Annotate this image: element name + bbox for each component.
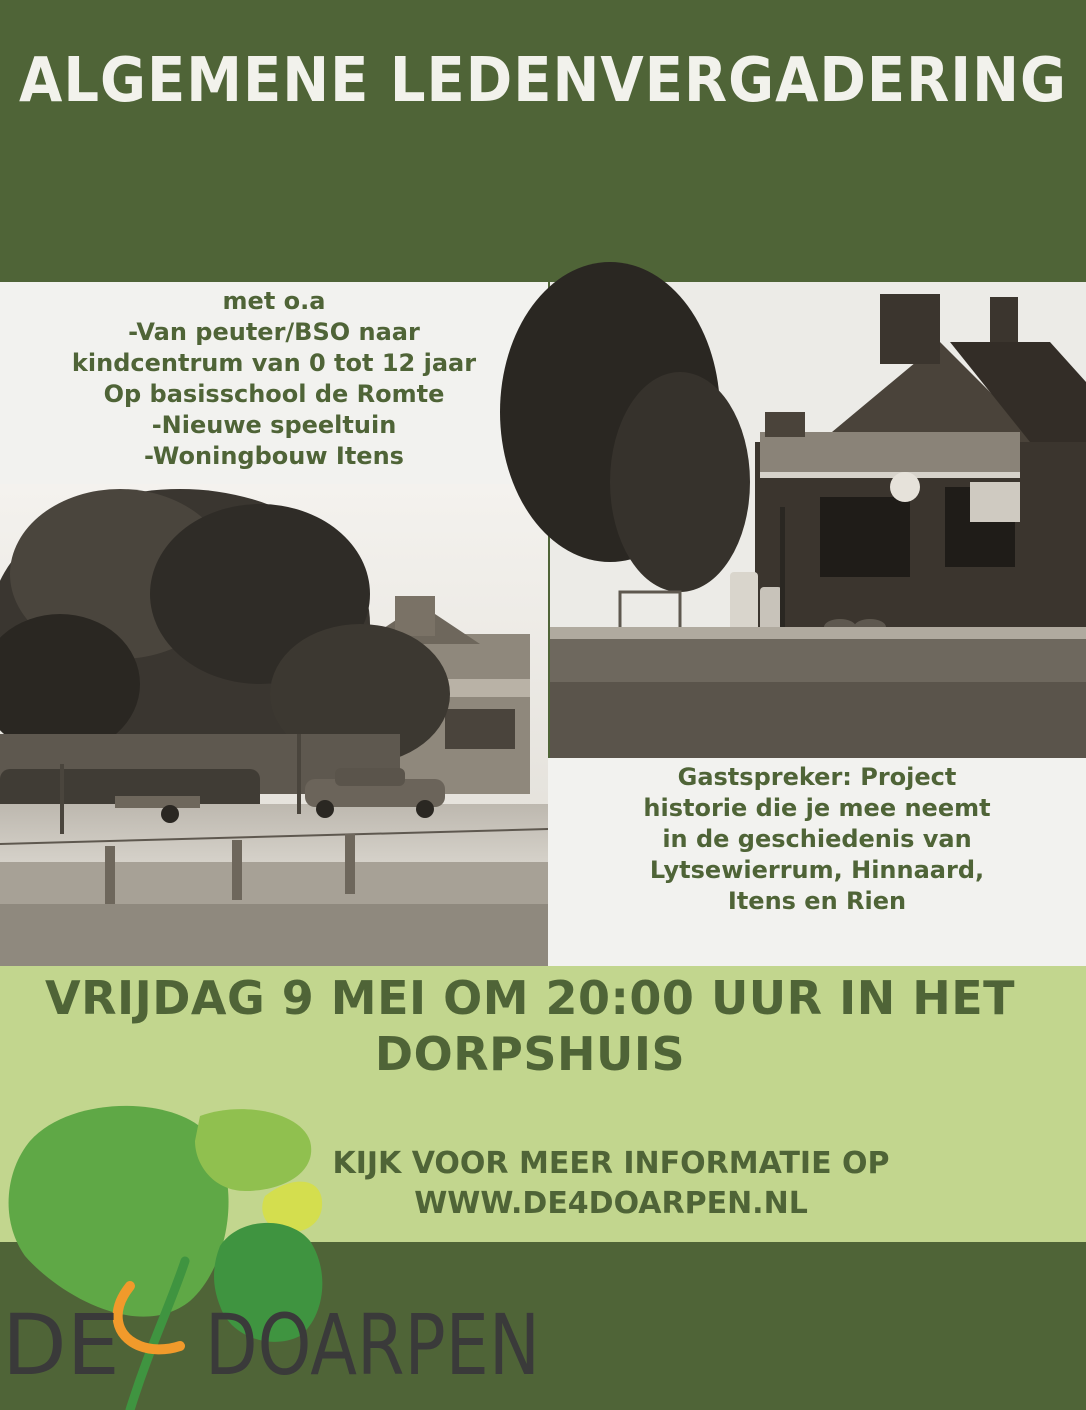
poster-title: ALGEMENE LEDENVERGADERING [19, 44, 1067, 117]
guest-line: Lytsewierrum, Hinnaard, [649, 856, 985, 884]
agenda-list [0, 286, 548, 472]
agenda-line: -Nieuwe speeltuin [151, 411, 397, 439]
logo-text-right: DOARPEN [205, 1296, 540, 1394]
header-band [0, 0, 1086, 282]
event-date [0, 970, 1060, 1082]
guest-line: historie die je mee neemt [643, 794, 991, 822]
agenda-line: Op basisschool de Romte [103, 380, 445, 408]
date-line: DORPSHUIS [374, 1027, 686, 1081]
guest-line: Gastspreker: Project [677, 763, 957, 791]
guest-line: in de geschiedenis van [662, 825, 972, 853]
street-photo [0, 484, 548, 966]
guest-line: Itens en Rien [727, 887, 907, 915]
info-text [196, 1144, 1026, 1224]
logo-text-left: DE [2, 1296, 120, 1394]
date-line: VRIJDAG 9 MEI OM 20:00 UUR IN HET [44, 971, 1016, 1025]
agenda-line: -Van peuter/BSO naar [128, 318, 420, 346]
agenda-line: kindcentrum van 0 tot 12 jaar [71, 349, 477, 377]
agenda-line: -Woningbouw Itens [144, 442, 404, 470]
info-line: KIJK VOOR MEER INFORMATIE OP [332, 1146, 890, 1181]
agenda-line: met o.a [222, 287, 326, 315]
gas-station-photo [550, 282, 1086, 758]
guest-speaker-text [548, 762, 1086, 917]
website-link[interactable]: WWW.DE4DOARPEN.NL [414, 1186, 808, 1221]
